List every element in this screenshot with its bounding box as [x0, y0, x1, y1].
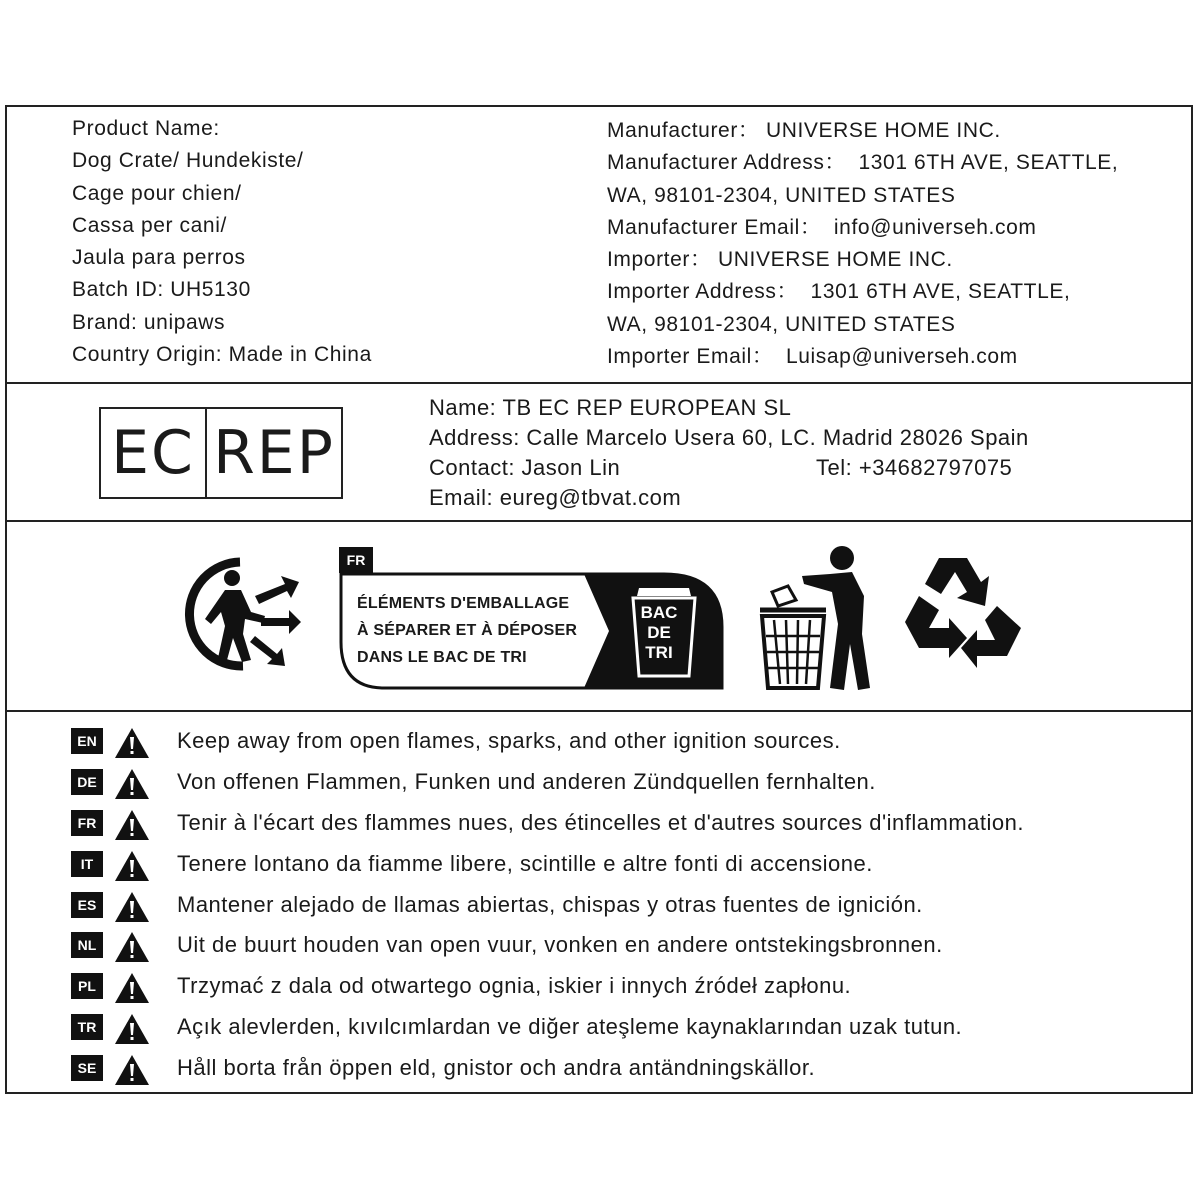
manufacturer-address-line1: 1301 6TH AVE, SEATTLE,	[858, 151, 1119, 175]
warning-text: Tenir à l'écart des flammes nues, des étincelles et d'autres sources d'inflammation.	[177, 809, 1024, 835]
manufacturer-address-label: Manufacturer Address：	[607, 151, 847, 175]
warning-triangle-icon	[113, 930, 151, 964]
warning-triangle-icon	[113, 1053, 151, 1087]
warning-text: Håll borta från öppen eld, gnistor och andra antändningskällor.	[177, 1055, 816, 1081]
ec-rep-contact: Contact: Jason Lin	[429, 455, 621, 480]
warning-triangle-icon	[113, 1012, 151, 1046]
importer-name: UNIVERSE HOME INC.	[718, 248, 953, 272]
product-label	[5, 105, 1193, 1094]
product-name-es: Jaula para perros	[72, 246, 246, 270]
language-code-badge: EN	[71, 728, 103, 754]
importer-address-row	[607, 276, 1118, 308]
manufacturer-row	[607, 115, 1118, 147]
product-info-section	[7, 107, 1191, 384]
manufacturer-address-line2: WA, 98101-2304, UNITED STATES	[607, 183, 956, 207]
sorting-instructions	[357, 590, 577, 671]
product-name-it: Cassa per cani/	[72, 213, 227, 237]
triman-icon	[177, 554, 303, 674]
warning-triangle-icon	[113, 808, 151, 842]
language-code-badge: IT	[71, 851, 103, 877]
importer-address-line1: 1301 6TH AVE, SEATTLE,	[810, 280, 1071, 304]
manufacturer-email-label: Manufacturer Email：	[607, 215, 822, 239]
ec-rep-logo	[99, 407, 343, 499]
fr-tag: FR	[339, 547, 373, 573]
importer-email-label: Importer Email：	[607, 345, 774, 369]
language-code-badge: NL	[71, 932, 103, 958]
importer-row	[607, 244, 1118, 276]
ec-rep-contact-row	[429, 453, 1029, 483]
sorting-line-3: DANS LE BAC DE TRI	[357, 649, 527, 666]
importer-email-row	[607, 341, 1118, 373]
manufacturer-address-row	[607, 147, 1118, 179]
importer-label: Importer：	[607, 248, 712, 272]
warnings-section	[7, 712, 1191, 1092]
ec-rep-logo-ec: EC	[101, 409, 207, 497]
country-origin: Country Origin: Made in China	[72, 343, 372, 367]
bin-text-line-1: BAC	[640, 603, 678, 622]
importer-email: Luisap@universeh.com	[785, 345, 1018, 369]
batch-id: Batch ID: UH5130	[72, 278, 251, 302]
language-code-badge: SE	[71, 1055, 103, 1081]
manufacturer-importer-details	[607, 115, 1118, 373]
ec-rep-email: Email: eureg@tbvat.com	[429, 485, 682, 510]
manufacturer-name: UNIVERSE HOME INC.	[765, 119, 1001, 142]
warning-text: Von offenen Flammen, Funken und anderen Zündquellen fernhalten.	[177, 768, 876, 794]
ec-rep-logo-rep: REP	[213, 418, 335, 488]
product-name-label: Product Name:	[72, 117, 220, 140]
bin-text-line-2: DE	[647, 623, 671, 642]
recycling-section	[7, 522, 1191, 712]
sorting-line-2: À SÉPARER ET À DÉPOSER	[357, 622, 578, 639]
language-code-badge: PL	[71, 973, 103, 999]
brand: Brand: unipaws	[72, 310, 226, 334]
warning-triangle-icon	[113, 726, 151, 760]
manufacturer-email-row	[607, 212, 1118, 244]
warning-text: Keep away from open flames, sparks, and other ignition sources.	[177, 728, 841, 753]
warning-triangle-icon	[113, 890, 151, 924]
sorting-bin-label	[629, 603, 689, 663]
sorting-line-1: ÉLÉMENTS D'EMBALLAGE	[357, 595, 570, 612]
language-code-badge: TR	[71, 1014, 103, 1040]
manufacturer-email: info@universeh.com	[833, 215, 1037, 239]
product-name-en-de: Dog Crate/ Hundekiste/	[72, 149, 304, 173]
ec-rep-details	[429, 393, 1029, 513]
language-code-badge: FR	[71, 810, 103, 836]
warning-triangle-icon	[113, 767, 151, 801]
warning-text: Uit de buurt houden van open vuur, vonken en andere ontstekingsbronnen.	[177, 932, 943, 958]
manufacturer-label: Manufacturer：	[607, 119, 760, 142]
warning-text: Mantener alejado de llamas abiertas, chispas y otras fuentes de ignición.	[177, 891, 923, 917]
importer-address-line2: WA, 98101-2304, UNITED STATES	[607, 312, 956, 336]
language-code-badge: ES	[71, 892, 103, 918]
language-code-badge: DE	[71, 769, 103, 795]
ec-rep-address: Address: Calle Marcelo Usera 60, LC. Madrid 28026 Spain	[429, 425, 1029, 450]
ec-rep-name: Name: TB EC REP EUROPEAN SL	[429, 395, 792, 420]
warning-triangle-icon	[113, 971, 151, 1005]
warning-text: Açık alevlerden, kıvılcımlardan ve diğer ateşleme kaynaklarından uzak tutun.	[177, 1014, 963, 1040]
ec-rep-tel: Tel: +34682797075	[816, 455, 1013, 480]
product-details	[72, 113, 372, 371]
warning-text: Trzymać z dala od otwartego ognia, iskier i innych źródeł zapłonu.	[177, 973, 852, 999]
ec-rep-section	[7, 384, 1191, 522]
importer-address-label: Importer Address：	[607, 280, 799, 304]
bin-text-line-3: TRI	[645, 643, 673, 662]
warning-text: Tenere lontano da fiamme libere, scintille e altre fonti di accensione.	[177, 850, 873, 876]
recycle-icon	[897, 552, 1027, 677]
product-name-fr: Cage pour chien/	[72, 181, 242, 205]
warning-triangle-icon	[113, 849, 151, 883]
tidyman-icon	[752, 544, 877, 692]
